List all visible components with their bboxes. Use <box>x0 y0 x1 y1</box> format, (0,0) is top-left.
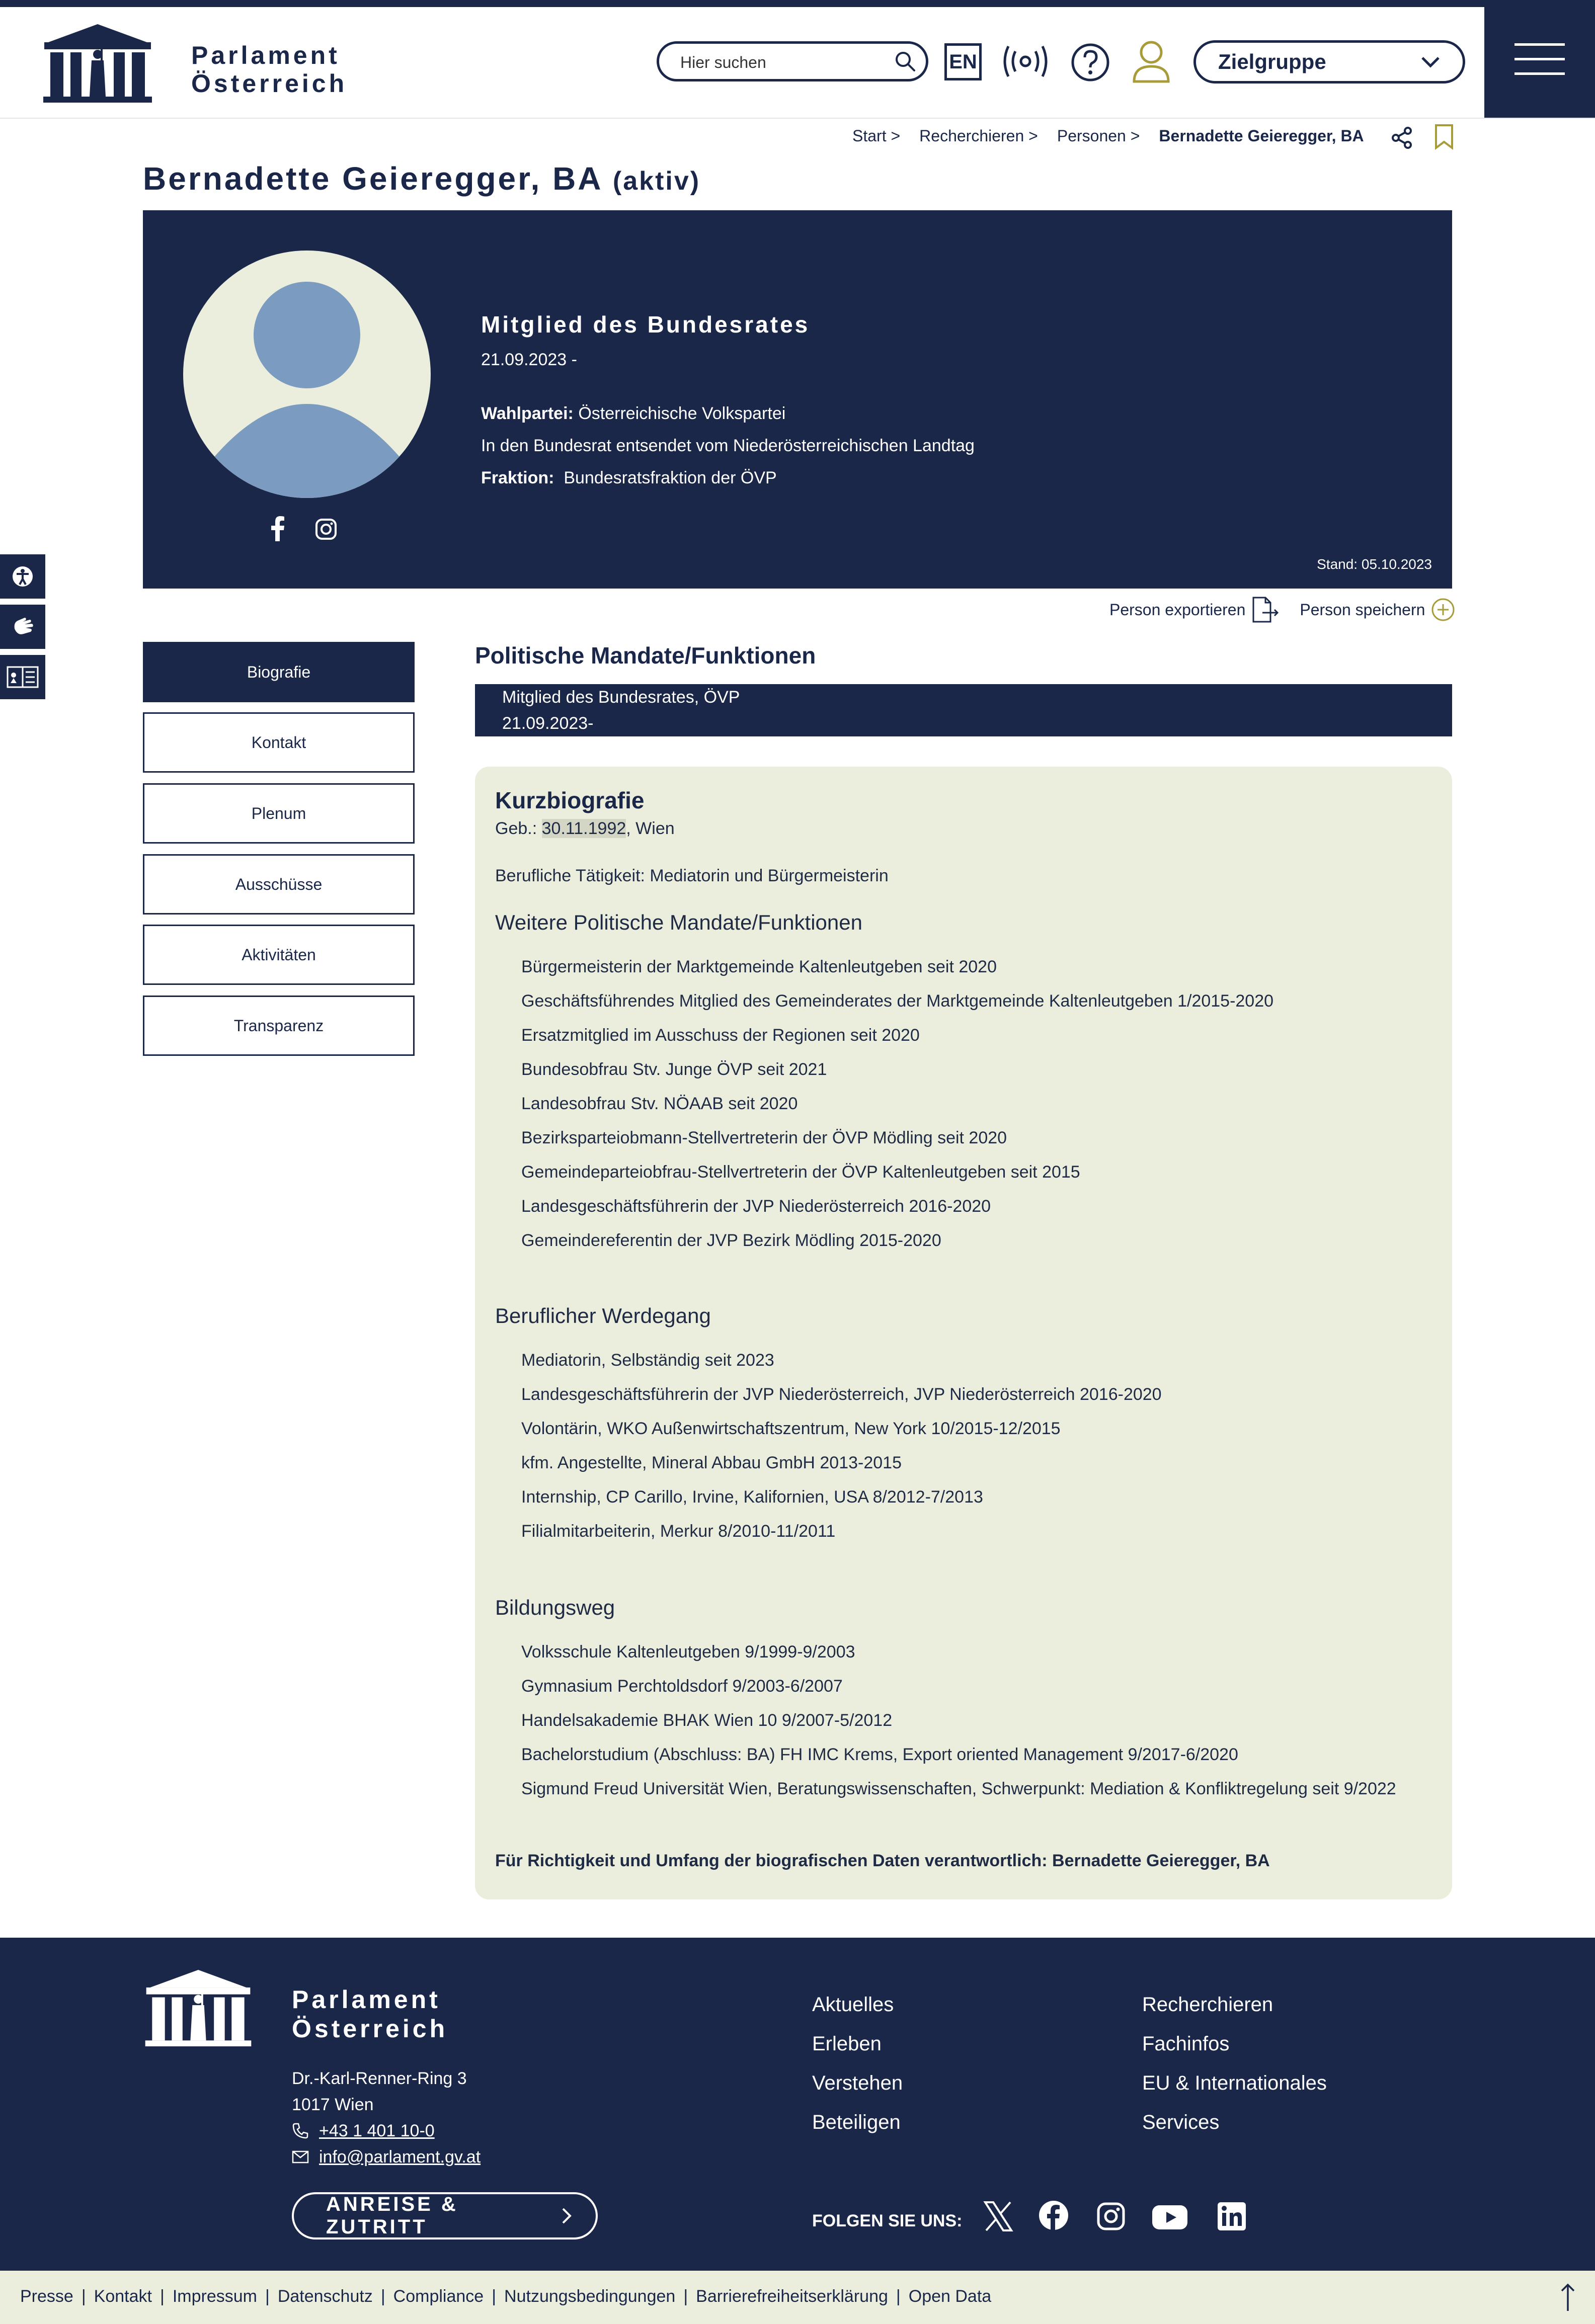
person-actions <box>1109 597 1455 623</box>
link-presse[interactable]: Presse <box>20 2287 73 2306</box>
footer-link-services[interactable]: Services <box>1142 2111 1220 2133</box>
export-file-icon[interactable] <box>1251 597 1280 623</box>
tab-biografie[interactable]: Biografie <box>143 642 415 702</box>
hamburger-menu-icon <box>1514 43 1565 75</box>
profile-banner <box>143 210 1452 589</box>
save-person-link[interactable]: Person speichern <box>1300 600 1425 619</box>
separator: | <box>683 2287 688 2306</box>
list-item: Landesgeschäftsführerin der JVP Niederösterreich, JVP Niederösterreich 2016-2020 <box>521 1385 1162 1404</box>
mandate-entry <box>475 684 1452 736</box>
footer-link-aktuelles[interactable]: Aktuelles <box>812 1994 894 2016</box>
mandate-line1: Mitglied des Bundesrates, ÖVP <box>502 688 740 707</box>
separator: | <box>492 2287 497 2306</box>
footer-street: Dr.-Karl-Renner-Ring 3 <box>292 2069 467 2088</box>
directions-button[interactable] <box>292 2192 598 2239</box>
footer-city: 1017 Wien <box>292 2095 374 2114</box>
person-name: Bernadette Geieregger, BA <box>143 160 602 197</box>
export-person-link[interactable]: Person exportieren <box>1109 600 1246 619</box>
email-link[interactable]: info@parlament.gv.at <box>319 2147 481 2167</box>
tab-transparenz[interactable]: Transparenz <box>143 995 415 1056</box>
footer-link-fachinfos[interactable]: Fachinfos <box>1142 2033 1230 2055</box>
person-details <box>481 397 975 494</box>
sign-language-icon <box>10 614 36 640</box>
search-input[interactable] <box>679 51 883 74</box>
easy-language-icon <box>7 664 39 690</box>
footer-link-verstehen[interactable]: Verstehen <box>812 2072 903 2094</box>
separator: | <box>160 2287 165 2306</box>
parliament-logo-icon[interactable] <box>41 23 154 104</box>
footer-nav-col2 <box>1142 1985 1327 2142</box>
breadcrumb-start[interactable]: Start > <box>852 127 901 145</box>
phone-icon <box>292 2122 309 2139</box>
search-box[interactable] <box>657 41 928 81</box>
page-title <box>143 160 700 197</box>
list-item: Handelsakademie BHAK Wien 10 9/2007-5/2012 <box>521 1711 893 1730</box>
footer-link-beteiligen[interactable]: Beteiligen <box>812 2111 901 2133</box>
bookmark-icon[interactable] <box>1434 124 1454 150</box>
chevron-right-icon <box>562 2207 572 2224</box>
link-compliance[interactable]: Compliance <box>393 2287 484 2306</box>
help-icon[interactable] <box>1070 42 1110 82</box>
responsibility-note: Für Richtigkeit und Umfang der biografischen Daten verantwortlich: Bernadette Geieregger, BA <box>495 1851 1270 1870</box>
phone-link[interactable]: +43 1 401 10-0 <box>319 2121 435 2140</box>
tab-kontakt[interactable]: Kontakt <box>143 712 415 773</box>
livestream-icon[interactable] <box>1001 43 1050 79</box>
breadcrumb-research[interactable]: Recherchieren > <box>919 127 1038 145</box>
follow-us-label: FOLGEN SIE UNS: <box>812 2211 963 2230</box>
link-open-data[interactable]: Open Data <box>908 2287 992 2306</box>
list-item: Gemeindereferentin der JVP Bezirk Mödling 2015-2020 <box>521 1231 941 1250</box>
list-item: Ersatzmitglied im Ausschuss der Regionen seit 2020 <box>521 1026 920 1045</box>
user-account-icon[interactable] <box>1132 39 1170 84</box>
profession: Berufliche Tätigkeit: Mediatorin und Bürgermeisterin <box>495 866 889 885</box>
mandate-line2: 21.09.2023- <box>502 714 594 733</box>
mandates-title: Politische Mandate/Funktionen <box>475 642 816 669</box>
list-item: Bachelorstudium (Abschluss: BA) FH IMC Krems, Export oriented Management 9/2017-6/2020 <box>521 1745 1238 1764</box>
link-datenschutz[interactable]: Datenschutz <box>277 2287 373 2306</box>
tab-plenum[interactable]: Plenum <box>143 783 415 844</box>
facebook-icon[interactable] <box>270 516 286 541</box>
x-twitter-icon[interactable] <box>982 2200 1014 2232</box>
separator: | <box>265 2287 270 2306</box>
list-item: Volksschule Kaltenleutgeben 9/1999-9/2003 <box>521 1642 855 1662</box>
bottom-bar <box>0 2271 1595 2324</box>
tab-aktivitaeten[interactable]: Aktivitäten <box>143 925 415 985</box>
share-icon[interactable] <box>1390 126 1414 150</box>
logo-text[interactable] <box>191 41 347 98</box>
birth-date: 30.11.1992 <box>541 819 626 838</box>
main-menu-button[interactable] <box>1484 0 1595 118</box>
party-label: Wahlpartei: <box>481 404 574 423</box>
separator: | <box>896 2287 901 2306</box>
footer-name2: Österreich <box>292 2015 448 2043</box>
footer-name1: Parlament <box>292 1985 441 2014</box>
list-item: Volontärin, WKO Außenwirtschaftszentrum, New York 10/2015-12/2015 <box>521 1419 1061 1438</box>
faction-value: Bundesratsfraktion der ÖVP <box>564 468 777 487</box>
birth-place: , Wien <box>626 819 675 838</box>
breadcrumb-current: Bernadette Geieregger, BA <box>1159 127 1364 145</box>
data-stand: Stand: 05.10.2023 <box>1317 556 1432 572</box>
bio-title: Kurzbiografie <box>495 787 645 813</box>
list-item: Gemeindeparteiobfrau-Stellvertreterin der ÖVP Kaltenleutgeben seit 2015 <box>521 1163 1080 1182</box>
career-list <box>521 1343 1162 1548</box>
target-group-label: Zielgruppe <box>1218 50 1326 73</box>
scroll-to-top-icon[interactable] <box>1559 2283 1577 2312</box>
list-item: Filialmitarbeiterin, Merkur 8/2010-11/2011 <box>521 1522 836 1541</box>
further-mandates-list <box>521 950 1273 1258</box>
person-since: 21.09.2023 - <box>481 350 577 369</box>
list-item: Gymnasium Perchtoldsdorf 9/2003-6/2007 <box>521 1677 843 1696</box>
person-role: Mitglied des Bundesrates <box>481 311 810 338</box>
footer-logo-text <box>292 1985 448 2043</box>
chevron-down-icon <box>1420 56 1441 68</box>
short-biography-card <box>475 767 1452 1899</box>
list-item: Landesobfrau Stv. NÖAAB seit 2020 <box>521 1094 798 1113</box>
breadcrumb-persons[interactable]: Personen > <box>1057 127 1140 145</box>
footer-link-erleben[interactable]: Erleben <box>812 2033 882 2055</box>
party-value: Österreichische Volkspartei <box>578 404 786 423</box>
faction-label: Fraktion: <box>481 468 554 487</box>
list-item: Bürgermeisterin der Marktgemeinde Kaltenleutgeben seit 2020 <box>521 957 997 976</box>
person-status: (aktiv) <box>612 167 701 196</box>
list-item: Sigmund Freud Universität Wien, Beratungswissenschaften, Schwerpunkt: Mediation & Konfliktregelung seit 9/2022 <box>521 1779 1396 1798</box>
education-title: Bildungsweg <box>495 1596 615 1619</box>
list-item: kfm. Angestellte, Mineral Abbau GmbH 2013-2015 <box>521 1453 902 1472</box>
add-circle-icon[interactable] <box>1431 598 1455 622</box>
logo-line1: Parlament <box>191 41 340 69</box>
footer-nav-col1 <box>812 1985 903 2142</box>
linkedin-icon[interactable] <box>1218 2202 1246 2230</box>
list-item: Bezirksparteiobmann-Stellvertreterin der ÖVP Mödling seit 2020 <box>521 1128 1007 1147</box>
mail-icon <box>292 2150 309 2164</box>
footer-logo-icon[interactable] <box>143 1969 254 2047</box>
legal-links <box>20 2287 991 2306</box>
link-kontakt[interactable]: Kontakt <box>94 2287 152 2306</box>
logo-line2: Österreich <box>191 69 348 98</box>
tab-ausschuesse[interactable]: Ausschüsse <box>143 854 415 915</box>
easy-language-button[interactable] <box>0 655 45 699</box>
target-group-select[interactable] <box>1193 40 1465 84</box>
list-item: Bundesobfrau Stv. Junge ÖVP seit 2021 <box>521 1060 827 1079</box>
education-list <box>521 1635 1396 1806</box>
sign-language-button[interactable] <box>0 605 45 649</box>
separator: | <box>81 2287 86 2306</box>
search-icon[interactable] <box>894 50 917 73</box>
instagram-footer-icon[interactable] <box>1097 2202 1125 2230</box>
career-title: Beruflicher Werdegang <box>495 1304 711 1327</box>
birth-label: Geb.: <box>495 819 537 838</box>
facebook-footer-icon[interactable] <box>1039 2200 1069 2230</box>
birth-info <box>495 819 675 839</box>
footer-link-eu[interactable]: EU & Internationales <box>1142 2072 1327 2094</box>
separator: | <box>380 2287 385 2306</box>
avatar <box>183 251 431 498</box>
top-stripe <box>0 0 1595 7</box>
footer-address <box>292 2065 467 2118</box>
further-mandates-title: Weitere Politische Mandate/Funktionen <box>495 910 862 934</box>
link-barrierefreiheit[interactable]: Barrierefreiheitserklärung <box>696 2287 888 2306</box>
footer-link-recherchieren[interactable]: Recherchieren <box>1142 1994 1273 2016</box>
list-item: Geschäftsführendes Mitglied des Gemeinderates der Marktgemeinde Kaltenleutgeben 1/2015-2020 <box>521 991 1274 1011</box>
accessibility-button[interactable] <box>0 554 45 599</box>
footer-contacts <box>292 2118 481 2170</box>
language-switch-button[interactable]: EN <box>944 43 982 80</box>
instagram-icon[interactable] <box>315 518 337 540</box>
site-footer <box>0 1938 1595 2271</box>
directions-label: ANREISE & ZUTRITT <box>326 2193 458 2238</box>
breadcrumb <box>852 127 1364 145</box>
accessibility-icon <box>11 564 35 589</box>
list-item: Mediatorin, Selbständig seit 2023 <box>521 1351 774 1370</box>
link-nutzungsbedingungen[interactable]: Nutzungsbedingungen <box>504 2287 676 2306</box>
list-item: Landesgeschäftsführerin der JVP Niederösterreich 2016-2020 <box>521 1197 991 1216</box>
youtube-icon[interactable] <box>1152 2205 1187 2229</box>
link-impressum[interactable]: Impressum <box>172 2287 257 2306</box>
sent-by: In den Bundesrat entsendet vom Niederösterreichischen Landtag <box>481 436 975 455</box>
list-item: Internship, CP Carillo, Irvine, Kalifornien, USA 8/2012-7/2013 <box>521 1487 983 1507</box>
